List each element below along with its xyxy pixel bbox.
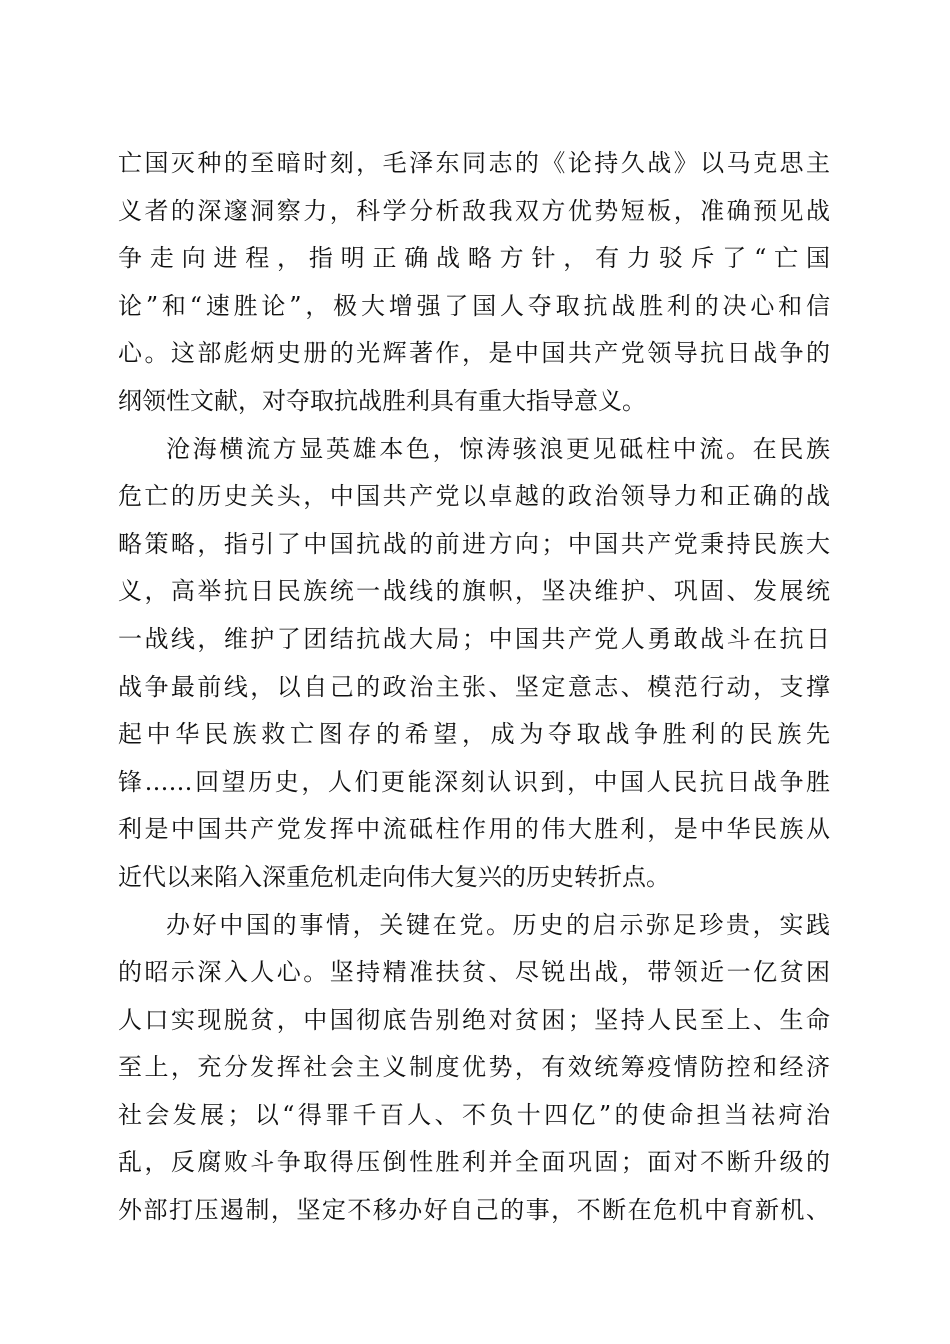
paragraph-2-line-5: 一战线，维护了团结抗战大局；中国共产党人勇敢战斗在抗日 xyxy=(118,624,830,653)
paragraph-2-line-8: 锋……回望历史，人们更能深刻认识到，中国人民抗日战争胜 xyxy=(118,767,830,796)
paragraph-1-line-6: 纲领性文献，对夺取抗战胜利具有重大指导意义。 xyxy=(118,386,646,415)
paragraph-2-line-4: 义，高举抗日民族统一战线的旗帜，坚决维护、巩固、发展统 xyxy=(118,577,830,606)
paragraph-2-line-3: 略策略，指引了中国抗战的前进方向；中国共产党秉持民族大 xyxy=(118,529,830,558)
paragraph-3-line-2: 的昭示深入人心。坚持精准扶贫、尽锐出战，带领近一亿贫困 xyxy=(118,958,830,987)
paragraph-3-line-1: 办好中国的事情，关键在党。历史的启示弥足珍贵，实践 xyxy=(166,910,830,939)
paragraph-2-line-6: 战争最前线，以自己的政治主张、坚定意志、模范行动，支撑 xyxy=(118,672,830,701)
paragraph-1-line-5: 心。这部彪炳史册的光辉著作，是中国共产党领导抗日战争的 xyxy=(118,339,830,368)
paragraph-3-line-7: 外部打压遏制，坚定不移办好自己的事，不断在危机中育新机、 xyxy=(118,1196,830,1225)
paragraph-3-line-5: 社会发展；以“得罪千百人、不负十四亿”的使命担当祛疴治 xyxy=(118,1100,830,1129)
paragraph-3-line-4: 至上，充分发挥社会主义制度优势，有效统筹疫情防控和经济 xyxy=(118,1053,830,1082)
paragraph-2-line-7: 起中华民族救亡图存的希望，成为夺取战争胜利的民族先 xyxy=(118,720,830,749)
paragraph-2-line-1: 沧海横流方显英雄本色，惊涛骇浪更见砥柱中流。在民族 xyxy=(166,434,830,463)
paragraph-2-line-2: 危亡的历史关头，中国共产党以卓越的政治领导力和正确的战 xyxy=(118,482,830,511)
paragraph-3-line-3: 人口实现脱贫，中国彻底告别绝对贫困；坚持人民至上、生命 xyxy=(118,1005,830,1034)
paragraph-2-line-10: 近代以来陷入深重危机走向伟大复兴的历史转折点。 xyxy=(118,862,670,891)
paragraph-1-line-3: 争走向进程，指明正确战略方针，有力驳斥了“亡国 xyxy=(118,244,830,273)
paragraph-1-line-1: 亡国灭种的至暗时刻，毛泽东同志的《论持久战》以马克思主 xyxy=(118,149,830,177)
body-text xyxy=(118,140,830,1235)
paragraph-3-line-6: 乱，反腐败斗争取得压倒性胜利并全面巩固；面对不断升级的 xyxy=(118,1148,830,1177)
paragraph-1-line-4: 论”和“速胜论”，极大增强了国人夺取抗战胜利的决心和信 xyxy=(118,291,830,320)
paragraph-1-line-2: 义者的深邃洞察力，科学分析敌我双方优势短板，准确预见战 xyxy=(118,196,830,225)
paragraph-2-line-9: 利是中国共产党发挥中流砥柱作用的伟大胜利，是中华民族从 xyxy=(118,815,830,844)
